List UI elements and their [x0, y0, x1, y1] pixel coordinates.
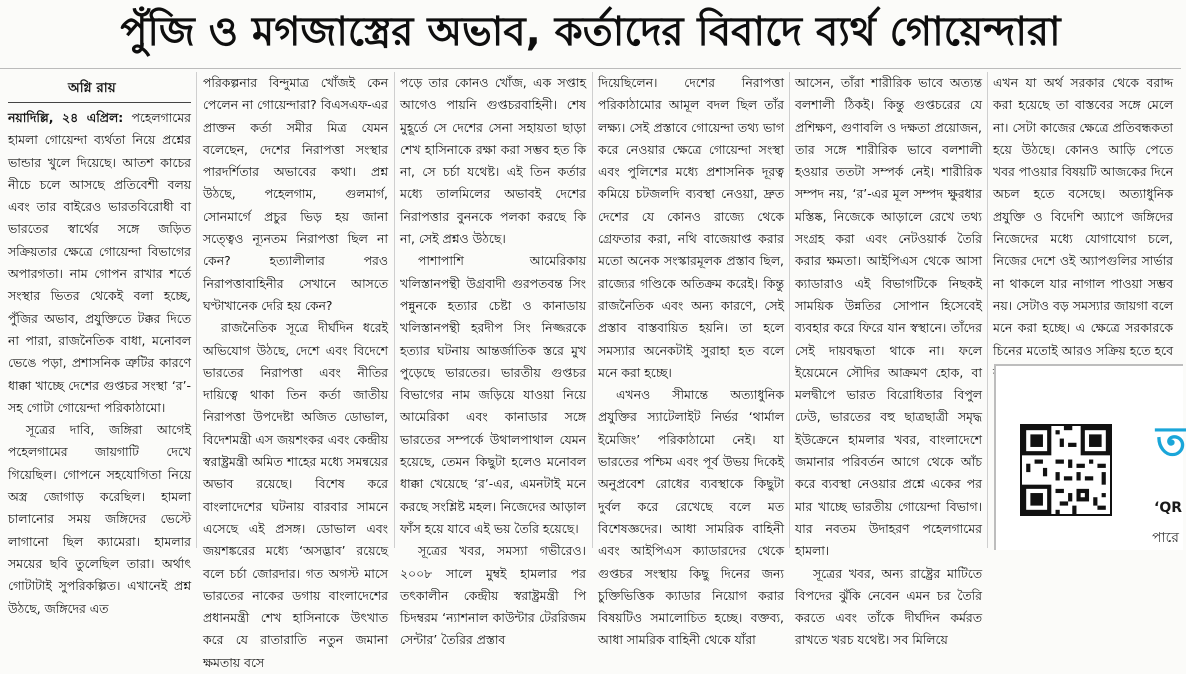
- paragraph: আসেন, তাঁরা শারীরিক ভাবে অত্যন্ত বলশালী ঠিকই। কিন্তু গুপ্তচরের যে প্রশিক্ষণ, গুণাবলি ও দক্ষতা প্রয়োজন, তার সঙ্গে শারীরিক ভাবে বলশালী হওয়ার ততটা সম্পর্ক নেই। শারীরিক সম্পদ নয়, ‘র’-এর মূল সম্পদ ক্ষুরধার মস্তিষ্ক, নিজেকে আড়ালে রেখে তথ্য সংগ্রহ করা এবং নেটওয়ার্ক তৈরি করার ক্ষমতা। আইপিএস থেকে আসা ক্যাডারাও এই বিভাগটিকে নিছকই সাময়িক উন্নতির সোপান হিসেবেই ব্যবহার করে ফিরে যান স্বস্থানে। তাঁদের সেই দায়বদ্ধতা থাকে না। ফলে ইয়েমেনে সৌদির আক্রমণ হোক, বা মলদ্বীপে ভারত বিরোধিতার বিপুল ঢেউ, ভারতের বহু ছাত্রছাত্রী সমৃদ্ধ ইউক্রেনে হামলার খবর, বাংলাদেশে জমানার পরিবর্তন আগে থেকে আঁচ করে ব্যবস্থা নেওয়ার প্রশ্নে একের পর মার খাচ্ছে ভারতীয় গোয়েন্দা বিভাগ। যার নবতম উদাহরণ পহেলগামের হামলা।: [795, 75, 982, 559]
- byline: অগ্নি রায়: [8, 72, 191, 103]
- paragraph: [8, 107, 191, 419]
- dateline: নয়াদিল্লি, ২৪ এপ্রিল:: [8, 110, 124, 125]
- paragraph: এখন যা অর্থ সরকার থেকে বরাদ্দ করা হয়েছে তা বাস্তবের সঙ্গে মেলে না। সেটা কাজের ক্ষেত্রে প্রতিবন্ধকতা হয়ে উঠছে। কোনও আড়ি পেতে খবর পাওয়ার বিষয়টি আজকের দিনে অচল হতে বসেছে। অত্যাধুনিক প্রযুক্তি ও বিদেশি অ্যাপে জঙ্গিদের নিজেদের মধ্যে যোগাযোগ চলে, নিজের দেশে ওই অ্যাপগুলির সার্ভার না থাকলে যার নাগাল পাওয়া সম্ভব নয়। সেটাও বড় সমস্যার জায়গা বলে মনে করা হচ্ছে। এ ক্ষেত্রে সরকারকে চিনের মতোই আরও সক্রিয় হতে হবে: [993, 75, 1173, 358]
- ad-small-text: পারে: [1152, 530, 1179, 546]
- column-divider: [394, 72, 395, 548]
- paragraph: পড়ে তার কোনও খোঁজ, এক সপ্তাহ আগেও পায়নি গুপ্তচরবাহিনী। শেষ মুহূর্তে সে দেশের সেনা সহায়তা ছাড়া শেখ হাসিনাকে রক্ষা করা সম্ভব হত কি না, সে চর্চা যথেষ্ট। এই তিন কর্তার মধ্যে তালমিলের অভাবই দেশের নিরাপত্তার বুননকে পলকা করছে কি না, সেই প্রশ্নও উঠছে।: [400, 75, 586, 247]
- ad-qr-label: ‘QR: [1154, 500, 1182, 516]
- article-column-5: [795, 72, 982, 648]
- paragraph: এখনও সীমান্তে অত্যাধুনিক প্রযুক্তির স্যাটেলাইট নির্ভর ‘থার্মাল ইমেজিং’ পরিকাঠামো নেই। যা ভারতের পশ্চিম এবং পূর্ব উভয় দিকেই অনুপ্রবেশ রোধের ব্যবস্থাকে কিছুটা দুর্বল করে রেখেছে বলে মত বিশেষজ্ঞদের। আধা সামরিক বাহিনী এবং আইপিএস ক্যাডারদের থেকে গুপ্তচর সংস্থায় কিছু দিনের জন্য চুক্তিভিত্তিক ক্যাডার নিয়োগ করার বিষয়টিও সমালোচিত হচ্ছে। বক্তব্য, আধা সামরিক বাহিনী থেকে যাঁরা: [598, 387, 784, 648]
- advertisement[interactable]: [994, 364, 1186, 550]
- column-divider: [196, 72, 197, 548]
- headline: পুঁজি ও মগজাস্ত্রের অভাব, কর্তাদের বিবাদে ব্যর্থ গোয়েন্দারা: [120, 8, 1061, 55]
- qr-code[interactable]: [1020, 424, 1112, 516]
- ad-accent-text: ত: [1156, 419, 1186, 465]
- column-divider: [789, 72, 790, 548]
- paragraph: রাজনৈতিক সূত্রে দীর্ঘদিন ধরেই অভিযোগ উঠছে, দেশে এবং বিদেশে ভারতের নিরাপত্তা এবং নীতির দায়িত্বে থাকা তিন কর্তা জাতীয় নিরাপত্তা উপদেষ্টা অজিত ডোভাল, বিদেশমন্ত্রী এস জয়শংকর এবং কেন্দ্রীয় স্বরাষ্ট্রমন্ত্রী অমিত শাহের মধ্যে সমন্বয়ের অভাব রয়েছে। বিশেষ করে বাংলাদেশের ঘটনায় বারবার সামনে এসেছে এই প্রসঙ্গ। ডোভাল এবং জয়শঙ্করের মধ্যে ‘অসদ্ভাব’ রয়েছে বলে চর্চা জোরদার। গত অগস্ট মাসে ভারতের নাকের ডগায় বাংলাদেশের প্রধানমন্ত্রী শেখ হাসিনাকে উৎখাত করে যে রাতারাতি নতুন জমানা ক্ষমতায় বসে: [203, 320, 388, 670]
- paragraph: সূত্রের খবর, সমস্যা গভীরেও। ২০০৮ সালে মুম্বই হামলার পর তৎকালীন কেন্দ্রীয় স্বরাষ্ট্রমন্ত্রী পি চিদম্বরম ‘ন্যাশনাল কাউন্টার টেররিজম সেন্টার’ তৈরির প্রস্তাব: [400, 543, 586, 648]
- article-column-3: [400, 72, 586, 648]
- headline-rule: [0, 68, 1181, 69]
- article-column-6: [993, 72, 1173, 358]
- paragraph: পরিকল্পনার বিন্দুমাত্র খোঁজই কেন পেলেন না গোয়েন্দারা? বিএসএফ-এর প্রাক্তন কর্তা সমীর মিত্র যেমন বলেছেন, দেশের নিরাপত্তা সংস্থার পারদর্শিতার অভাবের কথা। প্রশ্ন উঠছে, পহেলগাম, গুলমার্গ, সোনমার্গে প্রচুর ভিড় হয় জানা সত্ত্বেও ন্যূনতম নিরাপত্তা ছিল না কেন? হত্যালীলার পরও নিরাপত্তাবাহিনীর সেখানে আসতে ঘণ্টাখানেক দেরি হয় কেন?: [203, 75, 388, 313]
- article-column-1: [8, 72, 191, 616]
- article-column-2: [203, 72, 388, 670]
- paragraph-text: পহেলগামের হামলা গোয়েন্দা ব্যর্থতা নিয়ে প্রশ্নের ভান্ডার খুলে দিয়েছে। আতশ কাচের নীচে চলে আসছে প্রতিবেশী বলয় এবং তার বাইরেও ভারতবিরোধী বা ভারতের স্বার্থের সঙ্গে জড়িত সক্রিয়তার ক্ষেত্রে গোয়েন্দা বিভাগের অপারগতা। নাম গোপন রাখার শর্তে সংস্থার ভিতর থেকেই বলা হচ্ছে, পুঁজির অভাব, প্রযুক্তিতে টক্কর দিতে না পারা, রাজনৈতিক বাধা, মনোবল ভেঙে পড়া, প্রশাসনিক ত্রুটির কারণে ধাক্কা খাচ্ছে দেশের গুপ্তচর সংস্থা ‘র’-সহ গোটা গোয়েন্দা পরিকাঠামো।: [8, 110, 191, 415]
- qr-code-icon: [1022, 426, 1110, 514]
- paragraph: পাশাপাশি আমেরিকায় খলিস্তানপন্থী উগ্রবাদী গুরপতবন্ত সিং পন্নুনকে হত্যার চেষ্টা ও কানাডায় খলিস্তানপন্থী হরদীপ সিং নিজ্জরকে হত্যার ঘটনায় আন্তর্জাতিক স্তরে মুখ পুড়েছে ভারতের। ভারতীয় গুপ্তচর বিভাগের নাম জড়িয়ে যাওয়া নিয়ে আমেরিকা এবং কানাডার সঙ্গে ভারতের সম্পর্কে উথালপাথাল যেমন হয়েছে, তেমন কিছুটা হলেও মনোবল ধাক্কা খেয়েছে ‘র’-এর, এমনটাই মনে করছে সংশ্লিষ্ট মহল। নিজেদের আড়াল ফাঁস হয়ে যাবে এই ভয় তৈরি হয়েছে।: [400, 253, 586, 536]
- column-divider: [592, 72, 593, 548]
- article-column-4: [598, 72, 784, 648]
- paragraph: দিয়েছিলেন। দেশের নিরাপত্তা পরিকাঠামোর আমূল বদল ছিল তাঁর লক্ষ্য। সেই প্রস্তাবে গোয়েন্দা তথ্য ভাগ করে নেওয়ার ক্ষেত্রে গোয়েন্দা সংস্থা এবং পুলিশের মধ্যে প্রশাসনিক দূরত্ব কমিয়ে চটজলদি ব্যবস্থা নেওয়া, দ্রুত দেশের যে কোনও রাজ্যে থেকে গ্রেফতার করা, নথি বাজেয়াপ্ত করার মতো অনেক সংস্কারমূলক প্রস্তাব ছিল, রাজ্যের গণ্ডিকে অতিক্রম করেই। কিন্তু রাজনৈতিক এবং অন্য কারণে, সেই প্রস্তাব বাস্তবায়িত হয়নি। তা হলে সমস্যার অনেকটাই সুরাহা হত বলে মনে করা হচ্ছে।: [598, 75, 784, 380]
- paragraph: সূত্রের দাবি, জঙ্গিরা আগেই পহেলগামের জায়গাটি দেখে গিয়েছিল। গোপনে সহযোগিতা নিয়ে অস্ত্র জোগাড় করেছিল। হামলা চালানোর সময় জঙ্গিদের ভেস্টে লাগানো ছিল ক্যামেরা। হামলার সময়ের ছবি তুলেছিল তারা। অর্থাৎ গোটাটাই সুপরিকল্পিত। এখানেই প্রশ্ন উঠছে, জঙ্গিদের এত: [8, 422, 191, 616]
- column-divider: [987, 72, 988, 548]
- paragraph: সূত্রের খবর, অন্য রাষ্ট্রের মাটিতে বিপদের ঝুঁকি নেবেন এমন চর তৈরি করতে এবং তাঁকে দীর্ঘদিন কর্মরত রাখতে খরচ যথেষ্ট। সব মিলিয়ে: [795, 565, 982, 648]
